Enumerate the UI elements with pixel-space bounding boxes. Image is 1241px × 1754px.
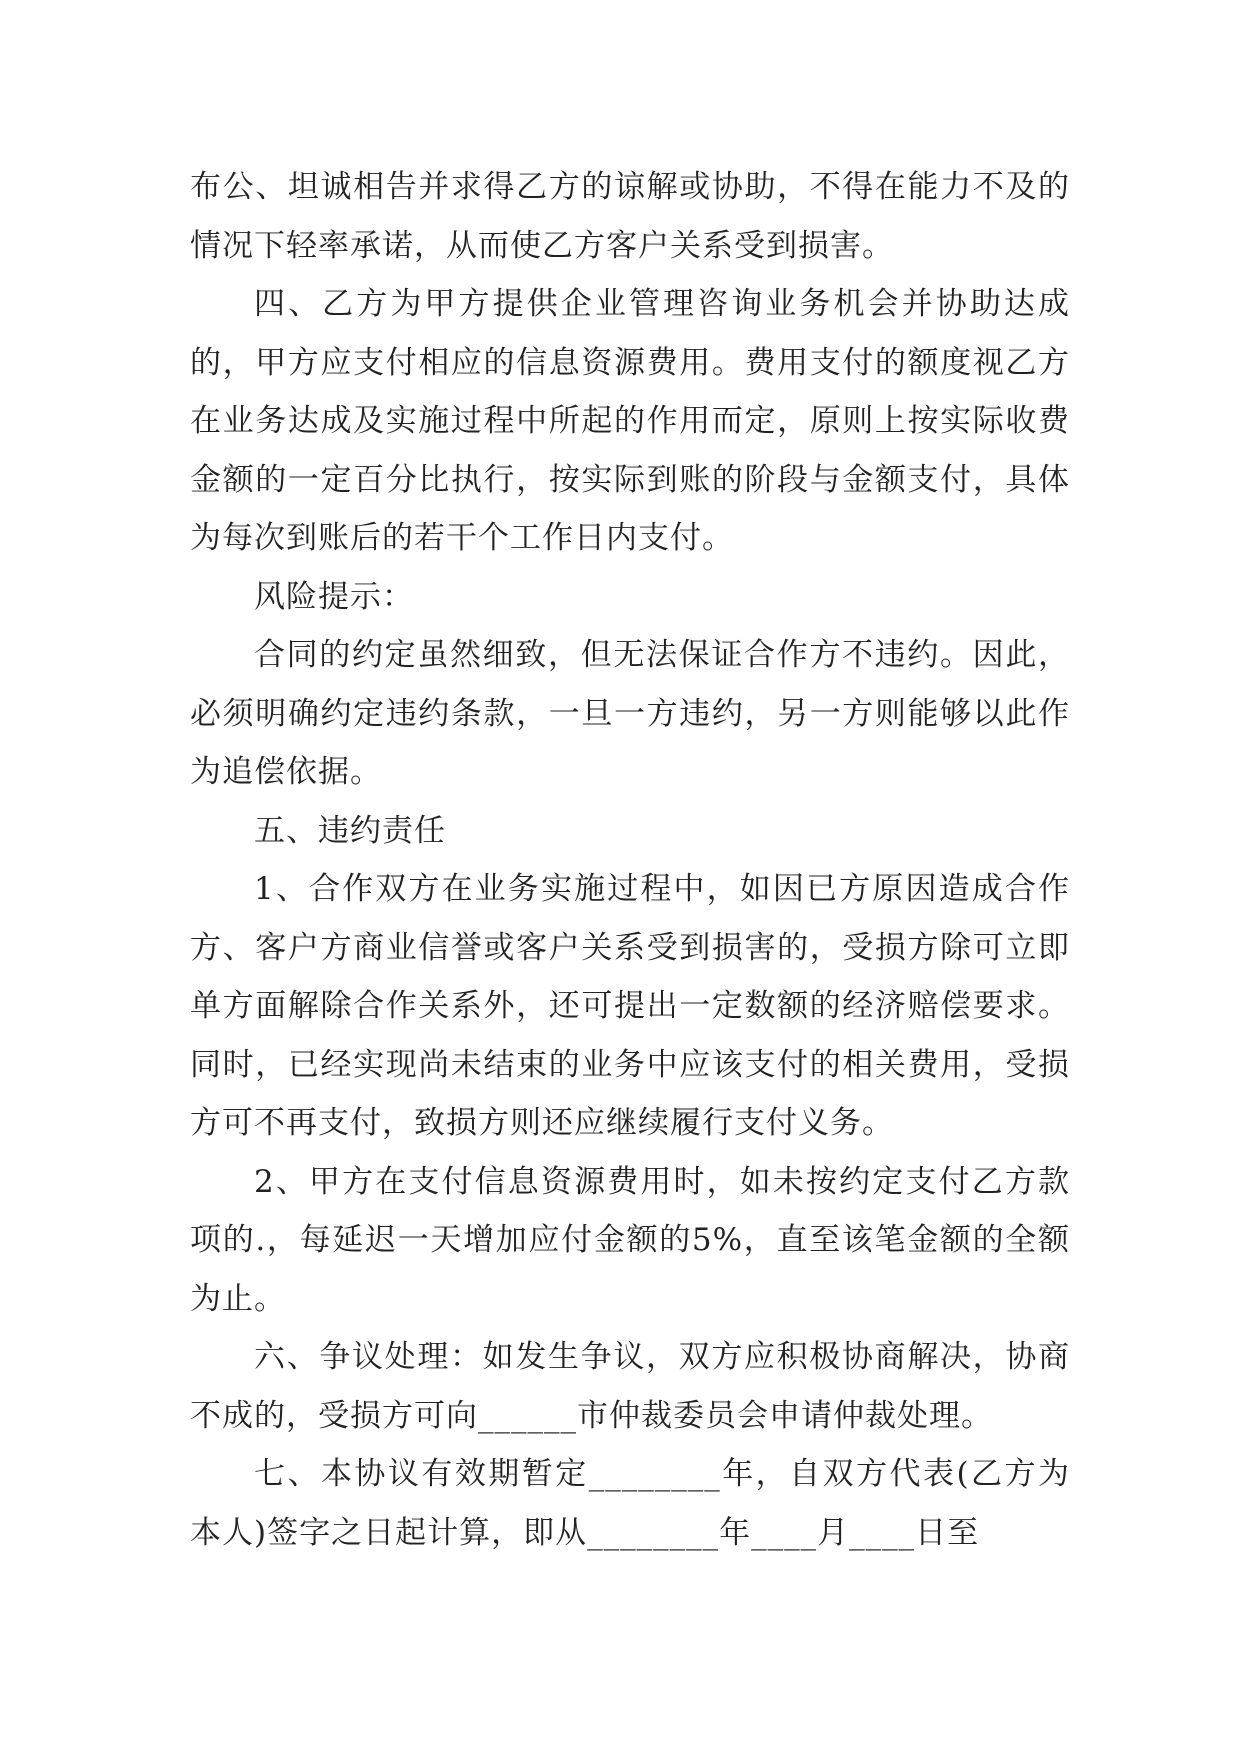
paragraph-clause-4: 四、乙方为甲方提供企业管理咨询业务机会并协助达成的，甲方应支付相应的信息资源费用。费用支付的额度视乙方在业务达成及实施过程中所起的作用而定，原则上按实际收费金额的一定百分比执行，按实际到账的阶段与金额支付，具体为每次到账后的若干个工作日内支付。 (190, 286, 1070, 556)
paragraph-risk-heading: 风险提示： (254, 578, 414, 615)
paragraph-clause-5-heading: 五、违约责任 (254, 812, 446, 849)
paragraph-clause-6: 六、争议处理：如发生争议，双方应积极协商解决，协商不成的，受损方可向______市仲裁委员会申请仲裁处理。 (190, 1339, 1070, 1434)
paragraph-clause-5-1: 1、合作双方在业务实施过程中，如因已方原因造成合作方、客户方商业信誉或客户关系受到损害的，受损方除可立即单方面解除合作关系外，还可提出一定数额的经济赔偿要求。同时，已经实现尚未结束的业务中应该支付的相关费用，受损方可不再支付，致损方则还应继续履行支付义务。 (190, 871, 1070, 1141)
paragraph-continuation: 布公、坦诚相告并求得乙方的谅解或协助，不得在能力不及的情况下轻率承诺，从而使乙方客户关系受到损害。 (190, 169, 1070, 264)
paragraph-clause-5-2: 2、甲方在支付信息资源费用时，如未按约定支付乙方款项的.，每延迟一天增加应付金额的5%，直至该笔金额的全额为止。 (190, 1163, 1070, 1317)
document-body (190, 158, 1070, 1562)
paragraph-risk-text: 合同的约定虽然细致，但无法保证合作方不违约。因此，必须明确约定违约条款，一旦一方违约，另一方则能够以此作为追偿依据。 (190, 637, 1070, 790)
paragraph-clause-7: 七、本协议有效期暂定________年，自双方代表(乙方为本人)签字之日起计算，即从________年____月____日至 (190, 1456, 1070, 1551)
